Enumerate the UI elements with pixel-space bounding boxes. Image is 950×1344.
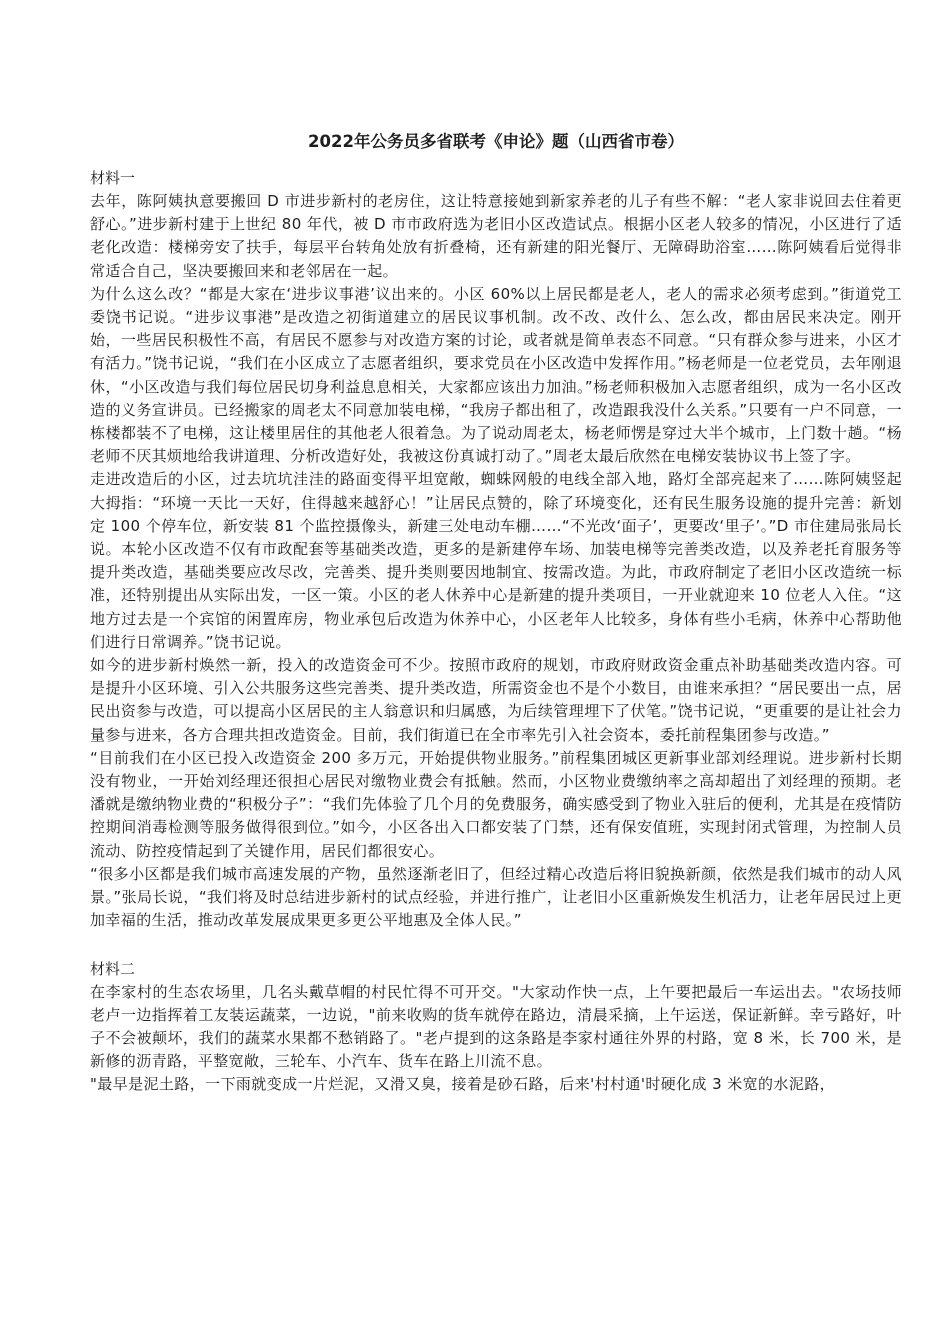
material-two-paragraph-1: 在李家村的生态农场里，几名头戴草帽的村民忙得不可开交。"大家动作快一点，上午要把最后一车运出去。"农场技师老卢一边指挥着工友装运蔬菜，一边说，"前来收购的货车就停在路边，清晨采摘，上午运送，保证新鲜。幸亏路好，叶子不会被颠坏，我们的蔬菜水果都不愁销路了。"老卢提到的这条路是李家村通往外界的村路，宽 8 米，长 700 米，是新修的沥青路，平整宽敞，三轮车、小汽车、货车在路上川流不息。 (90, 982, 902, 1071)
material-two-section (90, 957, 902, 1097)
material-two-paragraph-2: "最早是泥土路，一下雨就变成一片烂泥，又滑又臭，接着是砂石路，后来'村村通'时硬化成 3 米宽的水泥路， (90, 1075, 836, 1094)
document-title: 2022年公务员多省联考《申论》题（山西省市卷） (308, 132, 684, 151)
material-two-label: 材料二 (90, 959, 136, 978)
document-page (90, 130, 902, 1097)
material-one-paragraph-3: 走进改造后的小区，过去坑坑洼洼的路面变得平坦宽敞，蜘蛛网般的电线全部入地，路灯全部亮起来了……陈阿姨竖起大拇指：“环境一天比一天好，住得越来越舒心！”让居民点赞的，除了环境变化，还有民生服务设施的提升完善：新划定 100 个停车位，新安装 81 个监控摄像头，新建三处电动车棚……“不光改‘面子’，更要改‘里子’。”D 市住建局张局长说。本轮小区改造不仅有市政配套等基础类改造，更多的是新建停车场、加装电梯等完善类改造，以及养老托育服务等提升类改造，基础类要应改尽改，完善类、提升类则要因地制宜、按需改造。为此，市政府制定了老旧小区改造统一标准，还特别提出从实际出发，一区一策。小区的老人休养中心是新建的提升类项目，一开业就迎来 10 位老人入住。“这地方过去是一个宾馆的闲置库房，物业承包后改造为休养中心，小区老年人比较多，身体有些小毛病，休养中心帮助他们进行日常调养。”饶书记说。 (90, 470, 902, 651)
material-one-section (90, 166, 902, 933)
material-one-paragraph-5: “目前我们在小区已投入改造资金 200 多万元，开始提供物业服务。”前程集团城区更新事业部刘经理说。进步新村长期没有物业，一开始刘经理还很担心居民对缴物业费会有抵触。然而，小区物业费缴纳率之高却超出了刘经理的预期。老潘就是缴纳物业费的“积极分子”：“我们先体验了几个月的免费服务，确实感受到了物业入驻后的便利，尤其是在疫情防控期间消毒检测等服务做得很到位。”如今，小区各出入口都安装了门禁，还有保安值班，实现封闭式管理，为控制人员流动、防控疫情起到了关键作用，居民们都很安心。 (90, 748, 902, 860)
material-one-paragraph-1: 去年，陈阿姨执意要搬回 D 市进步新村的老房住，这让特意接她到新家养老的儿子有些不解：“老人家非说回去住着更舒心。”进步新村建于上世纪 80 年代，被 D 市市政府选为老旧小区改造试点。根据小区老人较多的情况，小区进行了适老化改造：楼梯旁安了扶手，每层平台转角处放有折叠椅，还有新建的阳光餐厅、无障碍助浴室……陈阿姨看后觉得非常适合自己，坚决要搬回来和老邻居在一起。 (90, 192, 902, 280)
material-one-paragraph-4: 如今的进步新村焕然一新，投入的改造资金可不少。按照市政府的规划，市政府财政资金重点补助基础类改造内容。可是提升小区环境、引入公共服务这些完善类、提升类改造，所需资金也不是个小数目，由谁来承担？“居民要出一点，居民出资参与改造，可以提高小区居民的主人翁意识和归属感，为后续管理埋下了伏笔。”饶书记说，“更重要的是让社会力量参与进来，各方合理共担改造资金。目前，我们街道已在全市率先引入社会资本，委托前程集团参与改造。” (90, 656, 902, 744)
material-one-paragraph-6: “很多小区都是我们城市高速发展的产物，虽然逐渐老旧了，但经过精心改造后将旧貌换新颜，依然是我们城市的动人风景。”张局长说，“我们将及时总结进步新村的试点经验，并进行推广，让老旧小区重新焕发生机活力，让老年居民过上更加幸福的生活，推动改革发展成果更多更公平地惠及全体人民。” (90, 864, 902, 930)
section-spacer (90, 933, 902, 957)
material-one-paragraph-2: 为什么这么改？“都是大家在‘进步议事港’议出来的。小区 60%以上居民都是老人，老人的需求必须考虑到。”街道党工委饶书记说。“进步议事港”是改造之初街道建立的居民议事机制。改不改、改什么、怎么改，都由居民来决定。刚开始，一些居民积极性不高，有居民不愿参与对改造方案的讨论，或者就是简单表态不同意。“只有群众参与进来，小区才有活力。”饶书记说，“我们在小区成立了志愿者组织，要求党员在小区改造中发挥作用。”杨老师是一位老党员，去年刚退休，“小区改造与我们每位居民切身利益息息相关，大家都应该出力加油。”杨老师积极加入志愿者组织，成为一名小区改造的义务宣讲员。已经搬家的周老太不同意加装电梯，“我房子都出租了，改造跟我没什么关系。”只要有一户不同意，一栋楼都装不了电梯，这让楼里居住的其他老人很着急。为了说动周老太，杨老师愣是穿过大半个城市，上门数十趟。“杨老师不厌其烦地给我讲道理、分析改造好处，我被这份真诚打动了。”周老太最后欣然在电梯安装协议书上签了字。 (90, 284, 902, 466)
material-one-label: 材料一 (90, 169, 136, 187)
